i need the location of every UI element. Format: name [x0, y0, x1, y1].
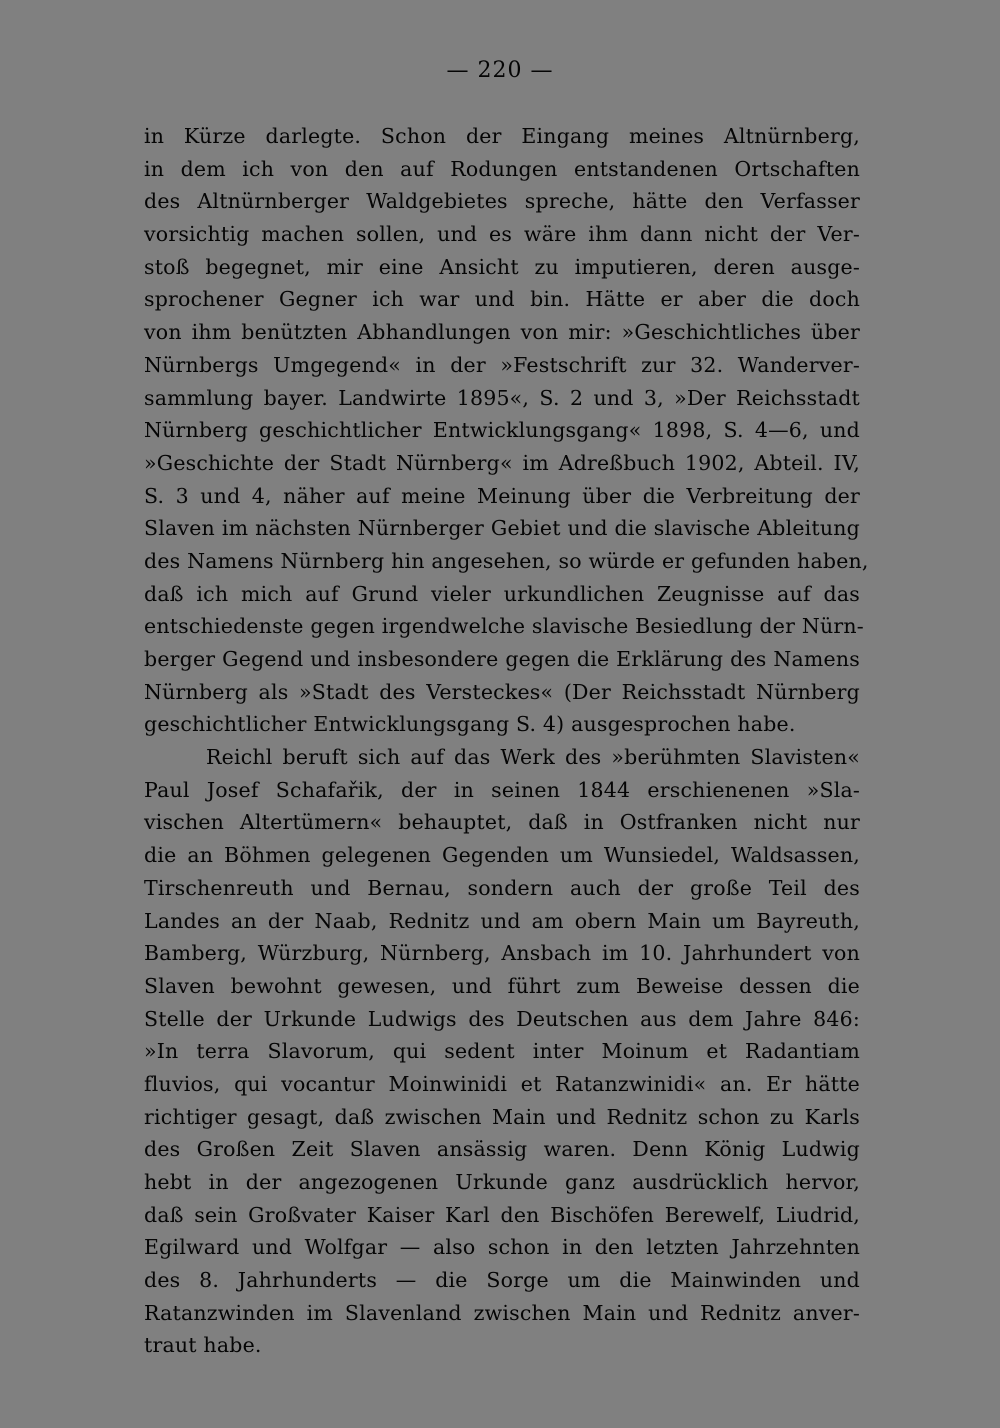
text-line: Slaven im nächsten Nürnberger Gebiet und die slavische Ableitung	[144, 516, 860, 541]
text-line: daß sein Großvater Kaiser Karl den Bischöfen Berewelf, Liudrid,	[144, 1202, 860, 1227]
text-line: des Namens Nürnberg hin angesehen, so würde er gefunden haben,	[144, 548, 869, 573]
text-line: des 8. Jahrhunderts — die Sorge um die Mainwinden und	[144, 1268, 860, 1293]
text-line: »In terra Slavorum, qui sedent inter Moinum et Radantiam	[144, 1039, 860, 1064]
text-line: richtiger gesagt, daß zwischen Main und Rednitz schon zu Karls	[144, 1104, 860, 1129]
paragraph	[144, 741, 860, 1362]
text-line: stoß begegnet, mir eine Ansicht zu imputieren, deren ausge-	[144, 254, 860, 279]
text-line: in Kürze darlegte. Schon der Eingang meines Altnürnberg,	[144, 124, 860, 148]
text-line: Egilward und Wolfgar — also schon in den letzten Jahrzehnten	[144, 1235, 860, 1260]
text-line: S. 3 und 4, näher auf meine Meinung über die Verbreitung der	[144, 483, 860, 508]
text-line: des Großen Zeit Slaven ansässig waren. Denn König Ludwig	[144, 1137, 860, 1162]
text-line: sprochener Gegner ich war und bin. Hätte er aber die doch	[144, 287, 860, 312]
text-line: Nürnberg als »Stadt des Versteckes« (Der Reichsstadt Nürnberg	[144, 679, 860, 704]
text-line: Slaven bewohnt gewesen, und führt zum Beweise dessen die	[144, 973, 860, 998]
text-line: Ratanzwinden im Slavenland zwischen Main und Rednitz anver-	[144, 1300, 860, 1325]
text-line: hebt in der angezogenen Urkunde ganz ausdrücklich hervor,	[144, 1170, 860, 1194]
text-line: Tirschenreuth und Bernau, sondern auch der große Teil des	[144, 875, 860, 900]
text-line: Landes an der Naab, Rednitz und am obern Main um Bayreuth,	[144, 908, 860, 933]
paragraph	[144, 120, 869, 741]
page-number: — 220 —	[446, 58, 554, 83]
text-line: in dem ich von den auf Rodungen entstandenen Ortschaften	[144, 156, 860, 181]
text-line: Nürnbergs Umgegend« in der »Festschrift zur 32. Wanderver-	[144, 352, 860, 377]
text-line: Paul Josef Schafařik, der in seinen 1844 erschienenen »Sla-	[144, 777, 860, 802]
text-line: Nürnberg geschichtlicher Entwicklungsgang« 1898, S. 4—6, und	[144, 418, 860, 443]
text-line: geschichtlicher Entwicklungsgang S. 4) ausgesprochen habe.	[144, 712, 796, 737]
text-line: von ihm benützten Abhandlungen von mir: »Geschichtliches über	[144, 320, 860, 345]
text-line: die an Böhmen gelegenen Gegenden um Wunsiedel, Waldsassen,	[144, 843, 860, 868]
text-line: daß ich mich auf Grund vieler urkundlichen Zeugnisse auf das	[144, 581, 860, 606]
text-line: entschiedenste gegen irgendwelche slavische Besiedlung der Nürn-	[144, 614, 864, 639]
text-line: Bamberg, Würzburg, Nürnberg, Ansbach im 10. Jahrhundert von	[144, 941, 860, 966]
text-line: »Geschichte der Stadt Nürnberg« im Adreßbuch 1902, Abteil. IV,	[144, 450, 860, 475]
body-text	[144, 120, 869, 1362]
text-line: vorsichtig machen sollen, und es wäre ihm dann nicht der Ver-	[144, 222, 860, 247]
text-line: berger Gegend und insbesondere gegen die Erklärung des Namens	[144, 647, 860, 671]
text-line: sammlung bayer. Landwirte 1895«, S. 2 und 3, »Der Reichsstadt	[144, 385, 860, 410]
text-line: vischen Altertümern« behauptet, daß in Ostfranken nicht nur	[144, 810, 860, 835]
text-line: Reichl beruft sich auf das Werk des »berühmten Slavisten«	[206, 745, 860, 770]
text-line: Stelle der Urkunde Ludwigs des Deutschen aus dem Jahre 846:	[144, 1006, 860, 1031]
text-line: fluvios, qui vocantur Moinwinidi et Ratanzwinidi« an. Er hätte	[144, 1071, 860, 1096]
text-line: traut habe.	[144, 1333, 262, 1358]
text-line: des Altnürnberger Waldgebietes spreche, hätte den Verfasser	[144, 189, 860, 214]
